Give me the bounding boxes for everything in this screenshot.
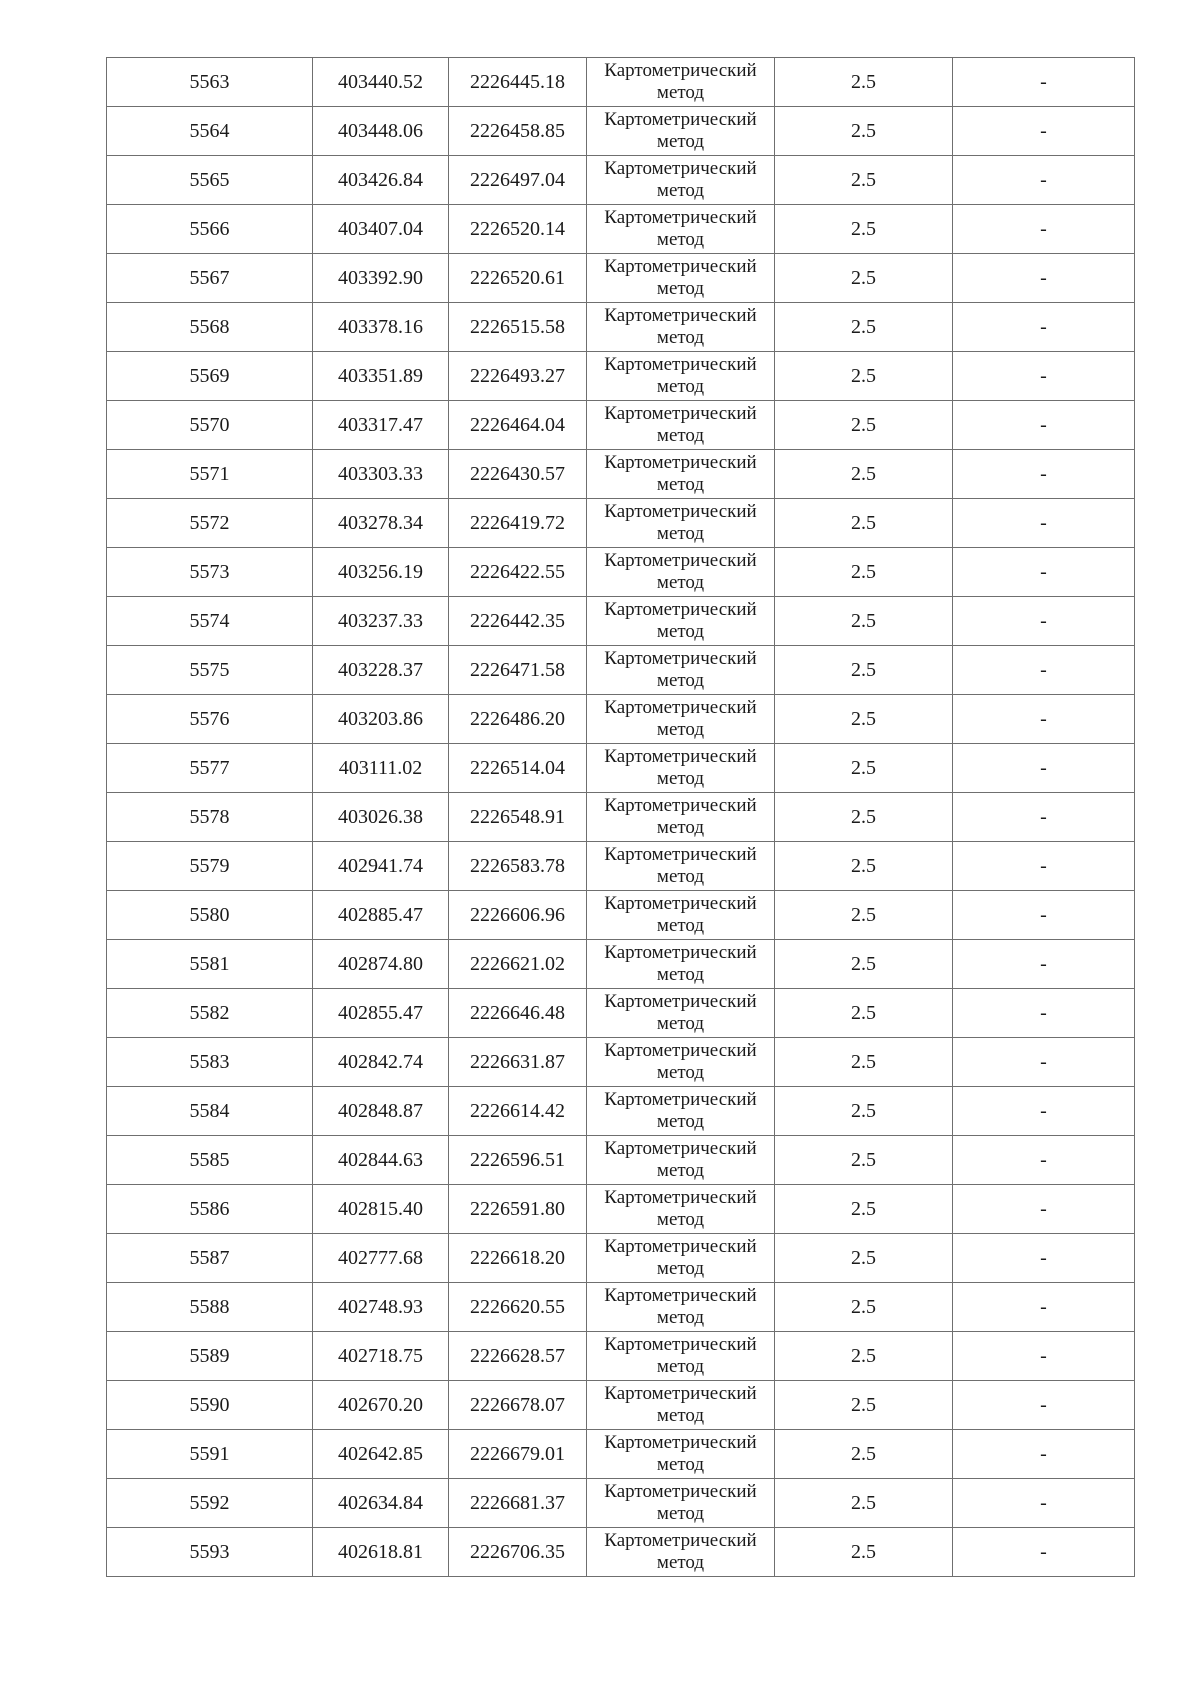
- point-number-cell: 5576: [107, 695, 313, 744]
- method-text-line2: метод: [656, 82, 705, 103]
- point-number-cell: 5565: [107, 156, 313, 205]
- y-coordinate-cell: 2226646.48: [449, 989, 587, 1038]
- method-cell: [587, 156, 775, 205]
- table-row: [107, 205, 1135, 254]
- x-coordinate-cell: 402885.47: [313, 891, 449, 940]
- point-number-cell: 5564: [107, 107, 313, 156]
- x-coordinate-cell: 403448.06: [313, 107, 449, 156]
- point-number-cell: 5571: [107, 450, 313, 499]
- table-row: [107, 597, 1135, 646]
- note-cell: -: [953, 1283, 1135, 1332]
- note-cell: -: [953, 1185, 1135, 1234]
- accuracy-cell: 2.5: [775, 597, 953, 646]
- x-coordinate-cell: 403378.16: [313, 303, 449, 352]
- table-row: [107, 646, 1135, 695]
- note-cell: -: [953, 205, 1135, 254]
- note-cell: -: [953, 1234, 1135, 1283]
- method-cell: [587, 1479, 775, 1528]
- x-coordinate-cell: 403426.84: [313, 156, 449, 205]
- method-cell: [587, 891, 775, 940]
- table-row: [107, 1185, 1135, 1234]
- point-number-cell: 5583: [107, 1038, 313, 1087]
- method-cell: [587, 1087, 775, 1136]
- point-number-cell: 5584: [107, 1087, 313, 1136]
- note-cell: -: [953, 1430, 1135, 1479]
- table-row: [107, 1087, 1135, 1136]
- method-text-line2: метод: [656, 964, 705, 985]
- table-row: [107, 744, 1135, 793]
- x-coordinate-cell: 403440.52: [313, 58, 449, 107]
- method-text-line2: метод: [656, 817, 705, 838]
- table-row: [107, 1136, 1135, 1185]
- x-coordinate-cell: 402670.20: [313, 1381, 449, 1430]
- note-cell: -: [953, 1136, 1135, 1185]
- method-cell: [587, 107, 775, 156]
- note-cell: -: [953, 744, 1135, 793]
- y-coordinate-cell: 2226520.14: [449, 205, 587, 254]
- method-text-line1: Картометрический: [604, 1236, 757, 1257]
- method-cell: [587, 1234, 775, 1283]
- point-number-cell: 5573: [107, 548, 313, 597]
- method-text-line1: Картометрический: [604, 1383, 757, 1404]
- y-coordinate-cell: 2226596.51: [449, 1136, 587, 1185]
- y-coordinate-cell: 2226515.58: [449, 303, 587, 352]
- note-cell: -: [953, 793, 1135, 842]
- note-cell: -: [953, 156, 1135, 205]
- table-row: [107, 842, 1135, 891]
- method-text-line2: метод: [656, 866, 705, 887]
- method-text-line2: метод: [656, 131, 705, 152]
- method-text-line2: метод: [656, 1209, 705, 1230]
- method-text-line1: Картометрический: [604, 893, 757, 914]
- point-number-cell: 5563: [107, 58, 313, 107]
- method-text-line2: метод: [656, 327, 705, 348]
- table-body: [107, 58, 1135, 1577]
- x-coordinate-cell: 403228.37: [313, 646, 449, 695]
- note-cell: -: [953, 401, 1135, 450]
- x-coordinate-cell: 402844.63: [313, 1136, 449, 1185]
- method-text-line1: Картометрический: [604, 1187, 757, 1208]
- table-row: [107, 254, 1135, 303]
- table-row: [107, 548, 1135, 597]
- accuracy-cell: 2.5: [775, 1283, 953, 1332]
- y-coordinate-cell: 2226493.27: [449, 352, 587, 401]
- accuracy-cell: 2.5: [775, 940, 953, 989]
- method-text-line1: Картометрический: [604, 1432, 757, 1453]
- table-row: [107, 352, 1135, 401]
- point-number-cell: 5574: [107, 597, 313, 646]
- method-text-line2: метод: [656, 1062, 705, 1083]
- method-cell: [587, 1136, 775, 1185]
- x-coordinate-cell: 403317.47: [313, 401, 449, 450]
- method-text-line2: метод: [656, 1258, 705, 1279]
- y-coordinate-cell: 2226497.04: [449, 156, 587, 205]
- method-cell: [587, 1430, 775, 1479]
- y-coordinate-cell: 2226606.96: [449, 891, 587, 940]
- point-number-cell: 5581: [107, 940, 313, 989]
- method-text-line2: метод: [656, 1013, 705, 1034]
- method-text-line1: Картометрический: [604, 746, 757, 767]
- note-cell: -: [953, 1038, 1135, 1087]
- method-cell: [587, 254, 775, 303]
- method-text-line2: метод: [656, 1307, 705, 1328]
- accuracy-cell: 2.5: [775, 156, 953, 205]
- method-cell: [587, 989, 775, 1038]
- accuracy-cell: 2.5: [775, 352, 953, 401]
- method-cell: [587, 58, 775, 107]
- point-number-cell: 5578: [107, 793, 313, 842]
- method-cell: [587, 695, 775, 744]
- method-text-line1: Картометрический: [604, 452, 757, 473]
- method-text-line1: Картометрический: [604, 109, 757, 130]
- accuracy-cell: 2.5: [775, 891, 953, 940]
- method-text-line2: метод: [656, 719, 705, 740]
- point-number-cell: 5590: [107, 1381, 313, 1430]
- accuracy-cell: 2.5: [775, 695, 953, 744]
- accuracy-cell: 2.5: [775, 744, 953, 793]
- accuracy-cell: 2.5: [775, 1136, 953, 1185]
- method-cell: [587, 303, 775, 352]
- x-coordinate-cell: 402941.74: [313, 842, 449, 891]
- method-text-line1: Картометрический: [604, 697, 757, 718]
- table-row: [107, 450, 1135, 499]
- x-coordinate-cell: 403303.33: [313, 450, 449, 499]
- method-text-line1: Картометрический: [604, 403, 757, 424]
- point-number-cell: 5572: [107, 499, 313, 548]
- method-text-line2: метод: [656, 915, 705, 936]
- x-coordinate-cell: 402748.93: [313, 1283, 449, 1332]
- method-cell: [587, 450, 775, 499]
- y-coordinate-cell: 2226442.35: [449, 597, 587, 646]
- method-text-line2: метод: [656, 278, 705, 299]
- method-cell: [587, 1381, 775, 1430]
- accuracy-cell: 2.5: [775, 499, 953, 548]
- coordinates-table: [106, 57, 1135, 1577]
- x-coordinate-cell: 403237.33: [313, 597, 449, 646]
- method-text-line2: метод: [656, 1503, 705, 1524]
- method-text-line2: метод: [656, 474, 705, 495]
- accuracy-cell: 2.5: [775, 205, 953, 254]
- method-text-line2: метод: [656, 1160, 705, 1181]
- x-coordinate-cell: 402642.85: [313, 1430, 449, 1479]
- point-number-cell: 5591: [107, 1430, 313, 1479]
- method-cell: [587, 1038, 775, 1087]
- x-coordinate-cell: 402874.80: [313, 940, 449, 989]
- method-text-line1: Картометрический: [604, 1481, 757, 1502]
- note-cell: -: [953, 1087, 1135, 1136]
- table-row: [107, 940, 1135, 989]
- method-text-line1: Картометрический: [604, 1334, 757, 1355]
- accuracy-cell: 2.5: [775, 401, 953, 450]
- method-text-line2: метод: [656, 768, 705, 789]
- accuracy-cell: 2.5: [775, 548, 953, 597]
- y-coordinate-cell: 2226422.55: [449, 548, 587, 597]
- note-cell: -: [953, 891, 1135, 940]
- method-cell: [587, 940, 775, 989]
- x-coordinate-cell: 403256.19: [313, 548, 449, 597]
- accuracy-cell: 2.5: [775, 58, 953, 107]
- y-coordinate-cell: 2226679.01: [449, 1430, 587, 1479]
- note-cell: -: [953, 450, 1135, 499]
- note-cell: -: [953, 107, 1135, 156]
- table-row: [107, 1234, 1135, 1283]
- point-number-cell: 5579: [107, 842, 313, 891]
- accuracy-cell: 2.5: [775, 793, 953, 842]
- point-number-cell: 5589: [107, 1332, 313, 1381]
- y-coordinate-cell: 2226514.04: [449, 744, 587, 793]
- note-cell: -: [953, 695, 1135, 744]
- method-text-line1: Картометрический: [604, 991, 757, 1012]
- method-text-line2: метод: [656, 670, 705, 691]
- y-coordinate-cell: 2226419.72: [449, 499, 587, 548]
- method-text-line1: Картометрический: [604, 158, 757, 179]
- y-coordinate-cell: 2226458.85: [449, 107, 587, 156]
- accuracy-cell: 2.5: [775, 1381, 953, 1430]
- note-cell: -: [953, 940, 1135, 989]
- point-number-cell: 5582: [107, 989, 313, 1038]
- table-row: [107, 1038, 1135, 1087]
- method-cell: [587, 744, 775, 793]
- method-text-line2: метод: [656, 229, 705, 250]
- note-cell: -: [953, 989, 1135, 1038]
- note-cell: -: [953, 1528, 1135, 1577]
- method-cell: [587, 793, 775, 842]
- point-number-cell: 5585: [107, 1136, 313, 1185]
- method-text-line2: метод: [656, 1405, 705, 1426]
- x-coordinate-cell: 402777.68: [313, 1234, 449, 1283]
- note-cell: -: [953, 303, 1135, 352]
- table-row: [107, 793, 1135, 842]
- y-coordinate-cell: 2226591.80: [449, 1185, 587, 1234]
- table-row: [107, 499, 1135, 548]
- method-text-line2: метод: [656, 1454, 705, 1475]
- x-coordinate-cell: 403407.04: [313, 205, 449, 254]
- y-coordinate-cell: 2226583.78: [449, 842, 587, 891]
- table-row: [107, 107, 1135, 156]
- note-cell: -: [953, 1332, 1135, 1381]
- point-number-cell: 5593: [107, 1528, 313, 1577]
- method-text-line1: Картометрический: [604, 305, 757, 326]
- table-row: [107, 1283, 1135, 1332]
- method-text-line1: Картометрический: [604, 354, 757, 375]
- note-cell: -: [953, 254, 1135, 303]
- point-number-cell: 5575: [107, 646, 313, 695]
- accuracy-cell: 2.5: [775, 1234, 953, 1283]
- x-coordinate-cell: 403111.02: [313, 744, 449, 793]
- method-text-line1: Картометрический: [604, 60, 757, 81]
- table-row: [107, 891, 1135, 940]
- method-text-line1: Картометрический: [604, 1530, 757, 1551]
- y-coordinate-cell: 2226520.61: [449, 254, 587, 303]
- y-coordinate-cell: 2226445.18: [449, 58, 587, 107]
- accuracy-cell: 2.5: [775, 1528, 953, 1577]
- point-number-cell: 5568: [107, 303, 313, 352]
- accuracy-cell: 2.5: [775, 107, 953, 156]
- table-row: [107, 1381, 1135, 1430]
- note-cell: -: [953, 499, 1135, 548]
- method-text-line1: Картометрический: [604, 501, 757, 522]
- method-text-line1: Картометрический: [604, 1285, 757, 1306]
- table-row: [107, 1332, 1135, 1381]
- method-cell: [587, 1528, 775, 1577]
- note-cell: -: [953, 1479, 1135, 1528]
- method-text-line1: Картометрический: [604, 1089, 757, 1110]
- accuracy-cell: 2.5: [775, 303, 953, 352]
- method-text-line1: Картометрический: [604, 844, 757, 865]
- method-cell: [587, 1283, 775, 1332]
- method-cell: [587, 1332, 775, 1381]
- note-cell: -: [953, 58, 1135, 107]
- method-cell: [587, 352, 775, 401]
- x-coordinate-cell: 402815.40: [313, 1185, 449, 1234]
- accuracy-cell: 2.5: [775, 989, 953, 1038]
- point-number-cell: 5569: [107, 352, 313, 401]
- method-text-line1: Картометрический: [604, 207, 757, 228]
- y-coordinate-cell: 2226620.55: [449, 1283, 587, 1332]
- table-row: [107, 401, 1135, 450]
- y-coordinate-cell: 2226618.20: [449, 1234, 587, 1283]
- method-text-line1: Картометрический: [604, 1138, 757, 1159]
- table-row: [107, 989, 1135, 1038]
- table-row: [107, 303, 1135, 352]
- method-text-line2: метод: [656, 572, 705, 593]
- accuracy-cell: 2.5: [775, 646, 953, 695]
- table-row: [107, 58, 1135, 107]
- accuracy-cell: 2.5: [775, 842, 953, 891]
- x-coordinate-cell: 402842.74: [313, 1038, 449, 1087]
- x-coordinate-cell: 402855.47: [313, 989, 449, 1038]
- accuracy-cell: 2.5: [775, 1479, 953, 1528]
- point-number-cell: 5566: [107, 205, 313, 254]
- method-text-line2: метод: [656, 1356, 705, 1377]
- method-text-line1: Картометрический: [604, 550, 757, 571]
- method-text-line2: метод: [656, 523, 705, 544]
- y-coordinate-cell: 2226430.57: [449, 450, 587, 499]
- accuracy-cell: 2.5: [775, 254, 953, 303]
- accuracy-cell: 2.5: [775, 1038, 953, 1087]
- y-coordinate-cell: 2226471.58: [449, 646, 587, 695]
- accuracy-cell: 2.5: [775, 1087, 953, 1136]
- method-text-line2: метод: [656, 1111, 705, 1132]
- point-number-cell: 5592: [107, 1479, 313, 1528]
- y-coordinate-cell: 2226464.04: [449, 401, 587, 450]
- note-cell: -: [953, 646, 1135, 695]
- x-coordinate-cell: 403278.34: [313, 499, 449, 548]
- y-coordinate-cell: 2226706.35: [449, 1528, 587, 1577]
- point-number-cell: 5587: [107, 1234, 313, 1283]
- x-coordinate-cell: 402618.81: [313, 1528, 449, 1577]
- x-coordinate-cell: 403026.38: [313, 793, 449, 842]
- table-row: [107, 1430, 1135, 1479]
- point-number-cell: 5567: [107, 254, 313, 303]
- method-text-line1: Картометрический: [604, 599, 757, 620]
- x-coordinate-cell: 402718.75: [313, 1332, 449, 1381]
- x-coordinate-cell: 402848.87: [313, 1087, 449, 1136]
- method-text-line1: Картометрический: [604, 1040, 757, 1061]
- method-text-line1: Картометрический: [604, 795, 757, 816]
- point-number-cell: 5588: [107, 1283, 313, 1332]
- table-row: [107, 1528, 1135, 1577]
- x-coordinate-cell: 403351.89: [313, 352, 449, 401]
- point-number-cell: 5580: [107, 891, 313, 940]
- method-cell: [587, 1185, 775, 1234]
- point-number-cell: 5586: [107, 1185, 313, 1234]
- y-coordinate-cell: 2226628.57: [449, 1332, 587, 1381]
- method-text-line2: метод: [656, 621, 705, 642]
- accuracy-cell: 2.5: [775, 1430, 953, 1479]
- accuracy-cell: 2.5: [775, 1185, 953, 1234]
- y-coordinate-cell: 2226614.42: [449, 1087, 587, 1136]
- table-row: [107, 695, 1135, 744]
- point-number-cell: 5570: [107, 401, 313, 450]
- note-cell: -: [953, 597, 1135, 646]
- y-coordinate-cell: 2226631.87: [449, 1038, 587, 1087]
- y-coordinate-cell: 2226621.02: [449, 940, 587, 989]
- method-cell: [587, 548, 775, 597]
- y-coordinate-cell: 2226548.91: [449, 793, 587, 842]
- method-cell: [587, 499, 775, 548]
- accuracy-cell: 2.5: [775, 1332, 953, 1381]
- accuracy-cell: 2.5: [775, 450, 953, 499]
- x-coordinate-cell: 403203.86: [313, 695, 449, 744]
- x-coordinate-cell: 403392.90: [313, 254, 449, 303]
- method-text-line2: метод: [656, 376, 705, 397]
- method-text-line1: Картометрический: [604, 648, 757, 669]
- note-cell: -: [953, 842, 1135, 891]
- method-text-line2: метод: [656, 180, 705, 201]
- method-text-line2: метод: [656, 1552, 705, 1573]
- x-coordinate-cell: 402634.84: [313, 1479, 449, 1528]
- method-cell: [587, 646, 775, 695]
- table-row: [107, 156, 1135, 205]
- table-row: [107, 1479, 1135, 1528]
- note-cell: -: [953, 352, 1135, 401]
- method-cell: [587, 597, 775, 646]
- method-text-line2: метод: [656, 425, 705, 446]
- method-cell: [587, 842, 775, 891]
- method-cell: [587, 401, 775, 450]
- method-cell: [587, 205, 775, 254]
- note-cell: -: [953, 1381, 1135, 1430]
- point-number-cell: 5577: [107, 744, 313, 793]
- y-coordinate-cell: 2226486.20: [449, 695, 587, 744]
- method-text-line1: Картометрический: [604, 256, 757, 277]
- note-cell: -: [953, 548, 1135, 597]
- method-text-line1: Картометрический: [604, 942, 757, 963]
- y-coordinate-cell: 2226678.07: [449, 1381, 587, 1430]
- y-coordinate-cell: 2226681.37: [449, 1479, 587, 1528]
